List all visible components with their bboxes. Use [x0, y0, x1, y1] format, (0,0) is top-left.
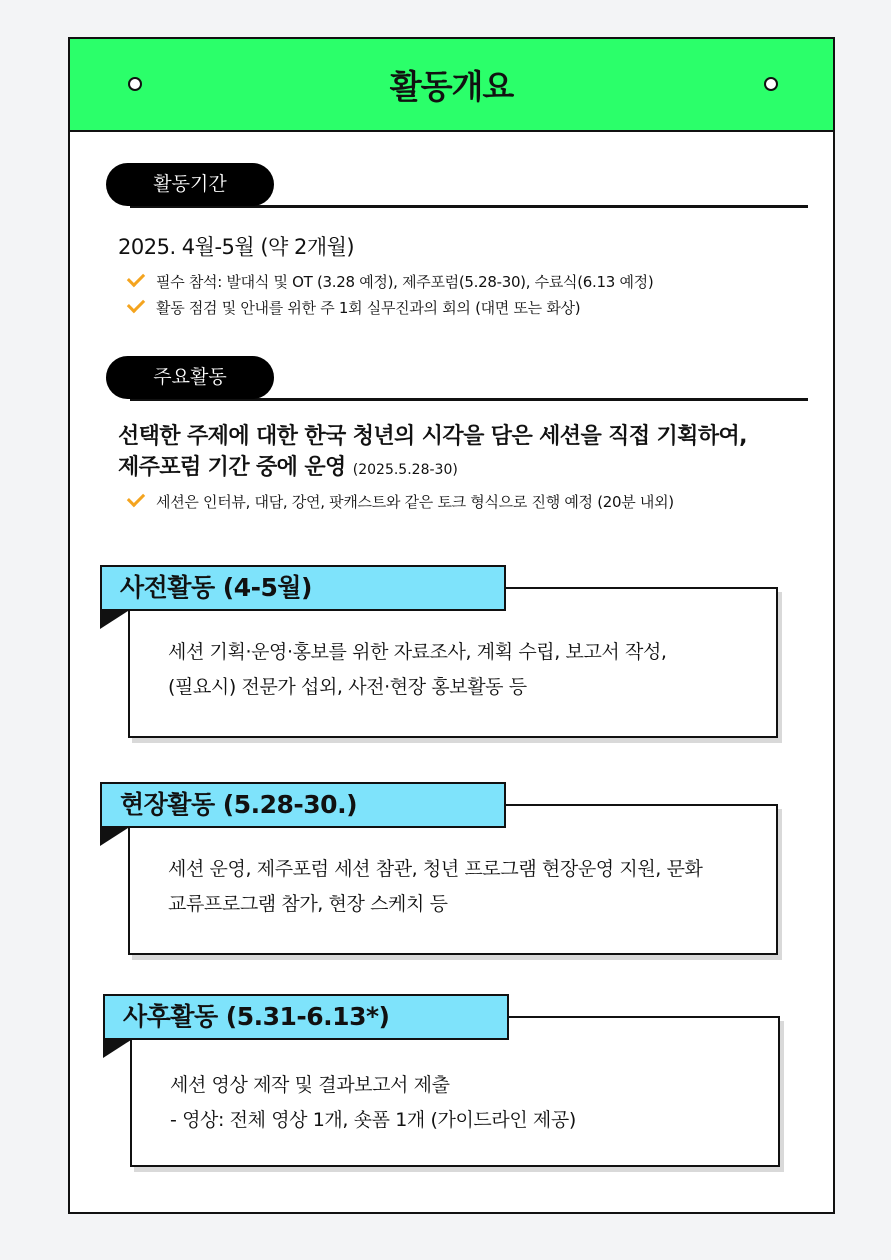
main-activity-pill: 주요활동 — [106, 356, 274, 399]
main-activity-bullet: 세션은 인터뷰, 대담, 강연, 팟캐스트와 같은 토크 형식으로 진행 예정 (20분 내외) — [128, 491, 674, 512]
post-activity-label: 사후활동 (5.31-6.13*) — [103, 994, 509, 1040]
period-bullet: 필수 참석: 발대식 및 OT (3.28 예정), 제주포럼(5.28-30), 수료식(6.13 예정) — [128, 271, 653, 292]
check-icon — [127, 269, 145, 287]
post-activity-fold — [103, 1040, 131, 1058]
activity-overview-card — [68, 37, 835, 1214]
period-bullet: 활동 점검 및 안내를 위한 주 1회 실무진과의 회의 (대면 또는 화상) — [128, 297, 580, 318]
onsite-activity-desc: 세션 운영, 제주포럼 세션 참관, 청년 프로그램 현장운영 지원, 문화 교류프로그램 참가, 현장 스케치 등 — [168, 858, 703, 915]
period-main: 2025. 4월-5월 (약 2개월) — [118, 235, 355, 259]
main-activity-line2: 제주포럼 기간 중에 운영 (2025.5.28-30) — [118, 455, 458, 480]
onsite-activity-label: 현장활동 (5.28-30.) — [100, 782, 506, 828]
pre-activity-label: 사전활동 (4-5월) — [100, 565, 506, 611]
pre-activity-desc: 세션 기획·운영·홍보를 위한 자료조사, 계획 수립, 보고서 작성, (필요시) 전문가 섭외, 사전·현장 홍보활동 등 — [168, 641, 667, 698]
onsite-activity-fold — [100, 828, 128, 846]
post-activity-desc: 세션 영상 제작 및 결과보고서 제출 - 영상: 전체 영상 1개, 숏폼 1개 (가이드라인 제공) — [170, 1074, 576, 1131]
period-pill: 활동기간 — [106, 163, 274, 206]
check-icon — [127, 295, 145, 313]
header-banner — [70, 39, 833, 132]
pre-activity-fold — [100, 611, 128, 629]
check-icon — [127, 489, 145, 507]
main-activity-line1: 선택한 주제에 대한 한국 청년의 시각을 담은 세션을 직접 기획하여, — [118, 424, 747, 449]
page-title: 활동개요 — [389, 67, 514, 106]
